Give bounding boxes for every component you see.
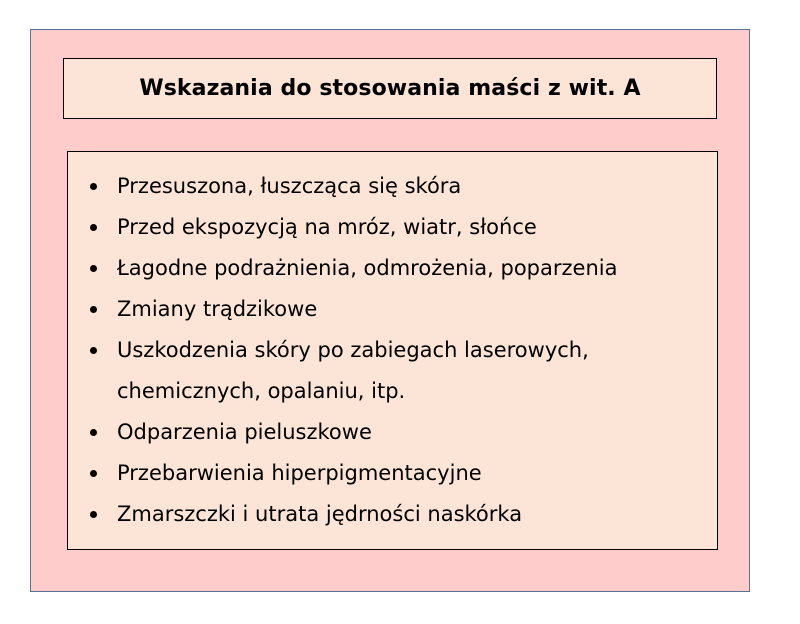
list-item-text: Przed ekspozycją na mróz, wiatr, słońce (117, 215, 537, 239)
list-item (68, 207, 717, 248)
list-item-text: Zmarszczki i utrata jędrności naskórka (117, 502, 523, 526)
bullet-icon (90, 265, 97, 272)
list-item-text: Łagodne podrażnienia, odmrożenia, poparzenia (117, 256, 618, 280)
indications-list-box (67, 151, 718, 550)
list-item (68, 494, 717, 535)
list-item (68, 289, 717, 330)
list-item-text: Przesuszona, łuszcząca się skóra (117, 174, 462, 198)
list-item (68, 248, 717, 289)
bullet-icon (90, 183, 97, 190)
list-item (68, 412, 717, 453)
list-item-text-continuation: chemicznych, opalaniu, itp. (117, 379, 406, 403)
list-item (68, 166, 717, 207)
bullet-icon (90, 511, 97, 518)
bullet-icon (90, 306, 97, 313)
bullet-icon (90, 224, 97, 231)
indications-list (68, 152, 717, 535)
list-item (68, 453, 717, 494)
list-item-text: Odparzenia pieluszkowe (117, 420, 372, 444)
title: Wskazania do stosowania maści z wit. A (139, 76, 641, 101)
title-box (63, 58, 717, 119)
bullet-icon (90, 347, 97, 354)
list-item-text: Przebarwienia hiperpigmentacyjne (117, 461, 482, 485)
list-item-text: Zmiany trądzikowe (117, 297, 318, 321)
bullet-icon (90, 470, 97, 477)
list-item-text: Uszkodzenia skóry po zabiegach laserowych, (117, 338, 589, 362)
indications-card (30, 29, 750, 592)
bullet-icon (90, 429, 97, 436)
list-item (68, 330, 717, 412)
